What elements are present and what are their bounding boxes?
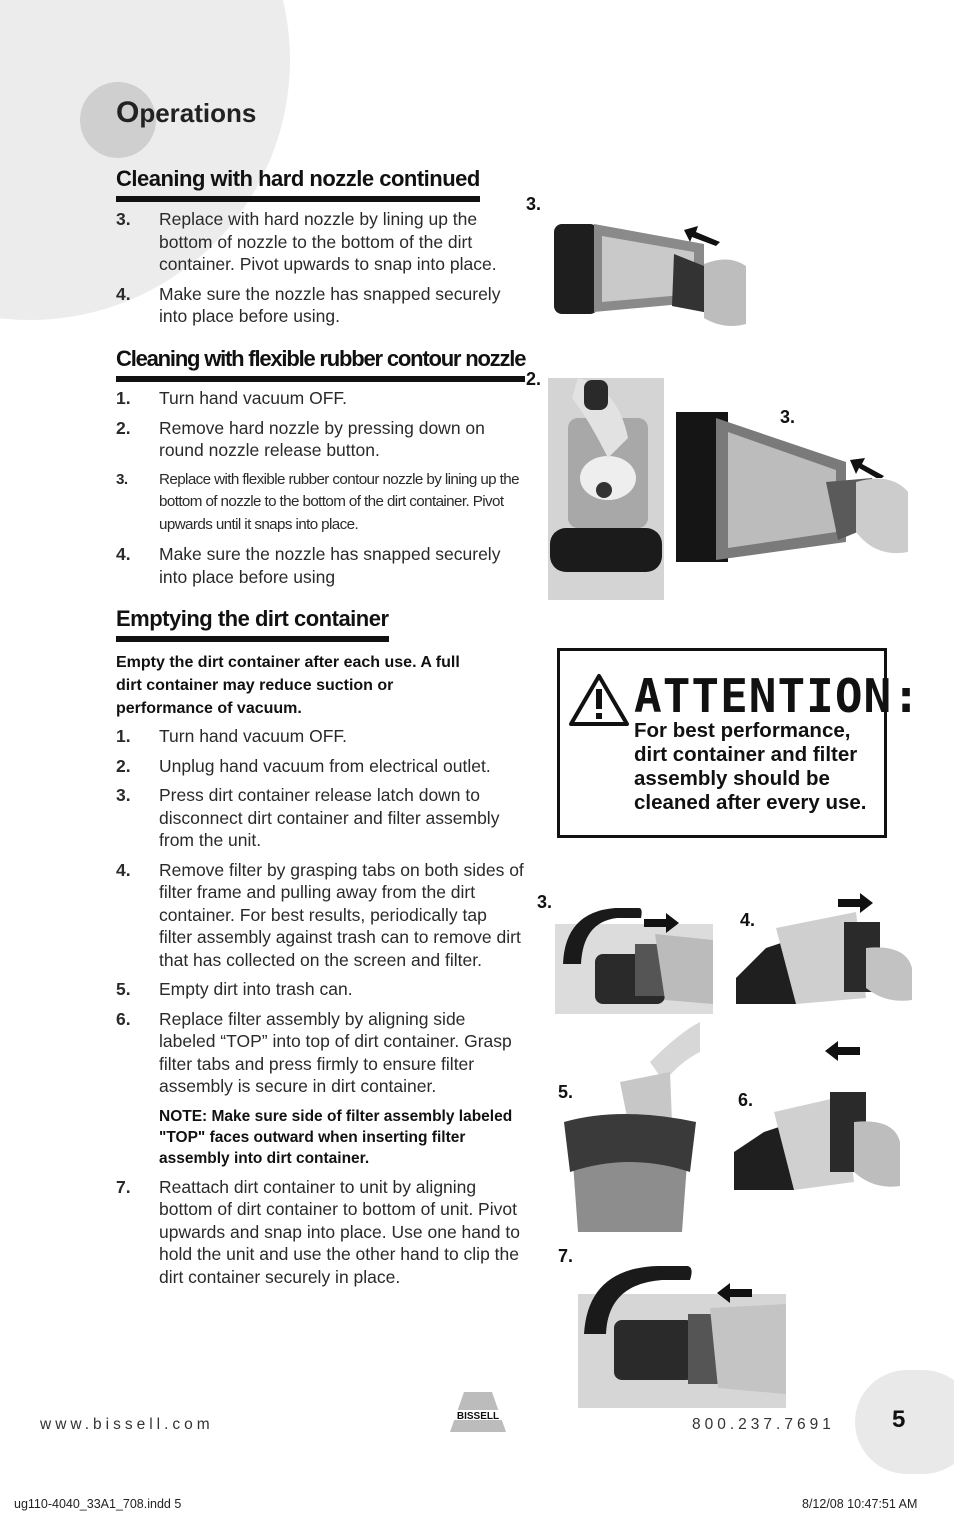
print-timestamp: 8/12/08 10:47:51 AM	[802, 1497, 918, 1511]
attention-text: For best performance, dirt container and filter assembly should be cleaned after every use.	[634, 719, 867, 814]
attention-box	[557, 648, 921, 838]
step-text: Turn hand vacuum OFF.	[159, 726, 348, 746]
figure-label: 3.	[537, 892, 553, 912]
photo-remove-hard-nozzle	[548, 378, 664, 600]
arrow-icon	[848, 452, 888, 478]
emptying-intro: Empty the dirt container after each use. A full dirt container may reduce suction or performance of vacuum.	[116, 654, 460, 717]
footer-website: www.bissell.com	[40, 1416, 214, 1433]
photo-release-dirt-container	[555, 904, 713, 1014]
figure-label: 3.	[526, 194, 542, 214]
flex-nozzle-heading: Cleaning with flexible rubber contour nozzle	[116, 346, 525, 382]
list-item	[116, 978, 524, 1001]
figure-label: 6.	[738, 1090, 754, 1110]
step-text: Unplug hand vacuum from electrical outlet.	[159, 755, 491, 776]
list-item	[116, 1008, 524, 1169]
list-item	[116, 725, 524, 748]
step-text: Replace filter assembly by aligning side labeled “TOP” into top of dirt container. Grasp filter tabs and press firmly to ensure filter assembly is secure in dirt container.	[159, 1008, 512, 1096]
photo-attach-flexible-nozzle	[676, 412, 908, 562]
step-text: Make sure the nozzle has snapped securely into place before using.	[159, 283, 501, 326]
arrow-icon	[716, 1282, 754, 1304]
step-text: Remove hard nozzle by pressing down on round nozzle release button.	[159, 417, 485, 460]
step-number: 4.	[116, 859, 131, 880]
warning-triangle-icon	[568, 673, 630, 727]
step-number: 2.	[116, 417, 131, 438]
step-number: 1.	[116, 726, 131, 746]
arrow-icon	[642, 912, 680, 934]
step-number: 3.	[116, 209, 131, 229]
list-item	[116, 283, 524, 328]
arrow-icon	[682, 222, 722, 246]
figure-label: 3.	[780, 407, 796, 427]
step-number: 7.	[116, 1176, 131, 1197]
step-number: 3.	[116, 785, 131, 805]
step-number: 6.	[116, 1008, 131, 1029]
list-item	[116, 417, 524, 462]
step-text: Press dirt container release latch down to disconnect dirt container and filter assembly from the unit.	[159, 785, 500, 850]
bissell-logo	[448, 1392, 508, 1432]
step-text: Replace with hard nozzle by lining up the bottom of nozzle to the bottom of the dirt container. Pivot upwards to snap into place.	[159, 209, 497, 274]
photo-empty-into-trash	[560, 1022, 700, 1232]
step-text: Replace with flexible rubber contour nozzle by lining up the bottom of nozzle to the bottom of the dirt container. Pivot upwards until it snaps into place.	[159, 470, 519, 533]
list-item	[116, 543, 524, 588]
step-number: 2.	[116, 755, 131, 776]
list-item	[116, 755, 524, 778]
figure-label: 2.	[526, 369, 542, 389]
section-initial: O	[116, 96, 140, 129]
list-item	[116, 469, 524, 537]
step-text: Turn hand vacuum OFF.	[159, 388, 348, 408]
figure-label: 4.	[740, 910, 756, 930]
figure-label: 5.	[558, 1082, 574, 1102]
footer-phone: 800.237.7691	[692, 1416, 835, 1433]
figure-label: 7.	[558, 1246, 574, 1266]
section-title-rest: perations	[139, 98, 257, 128]
list-item	[116, 784, 524, 852]
step-number: 4.	[116, 283, 131, 304]
filter-note: NOTE: Make sure side of filter assembly labeled "TOP" faces outward when inserting filter assembly into dirt container.	[159, 1107, 513, 1167]
list-item	[116, 208, 524, 276]
step-number: 3.	[116, 470, 128, 488]
hard-nozzle-heading: Cleaning with hard nozzle continued	[116, 166, 480, 202]
list-item	[116, 859, 524, 972]
arrow-icon	[824, 1040, 862, 1062]
step-number: 4.	[116, 544, 131, 564]
step-number: 5.	[116, 979, 131, 999]
file-info: ug110-4040_33A1_708.indd 5	[14, 1497, 182, 1511]
hard-nozzle-steps	[116, 208, 524, 335]
emptying-steps	[116, 725, 524, 1295]
photo-remove-filter	[736, 908, 912, 1008]
photo-reattach-dirt-container	[578, 1264, 786, 1408]
step-text: Empty dirt into trash can.	[159, 979, 353, 999]
logo-text: BISSELL	[456, 1411, 500, 1422]
list-item	[116, 1176, 524, 1289]
arrow-icon	[836, 892, 874, 914]
step-text: Reattach dirt container to unit by aligning bottom of dirt container to bottom of unit. Pivot upwards and snap into place. Use one hand to hold the unit and use the other hand to clip the dirt container securely in place.	[159, 1176, 520, 1287]
step-text: Make sure the nozzle has snapped securely into place before using	[159, 544, 501, 587]
step-number: 1.	[116, 388, 131, 408]
section-title	[116, 96, 256, 130]
attention-title: ATTENTION:	[634, 669, 921, 723]
page-number: 5	[892, 1406, 906, 1433]
step-text: Remove filter by grasping tabs on both sides of filter frame and pulling away from the dirt container. For best results, periodically tap filter assembly against trash can to remove dirt that has collected on the screen and filter.	[159, 859, 524, 970]
list-item	[116, 387, 524, 410]
flex-nozzle-steps	[116, 387, 524, 595]
photo-replace-filter	[734, 1082, 900, 1192]
emptying-heading: Emptying the dirt container	[116, 606, 389, 642]
